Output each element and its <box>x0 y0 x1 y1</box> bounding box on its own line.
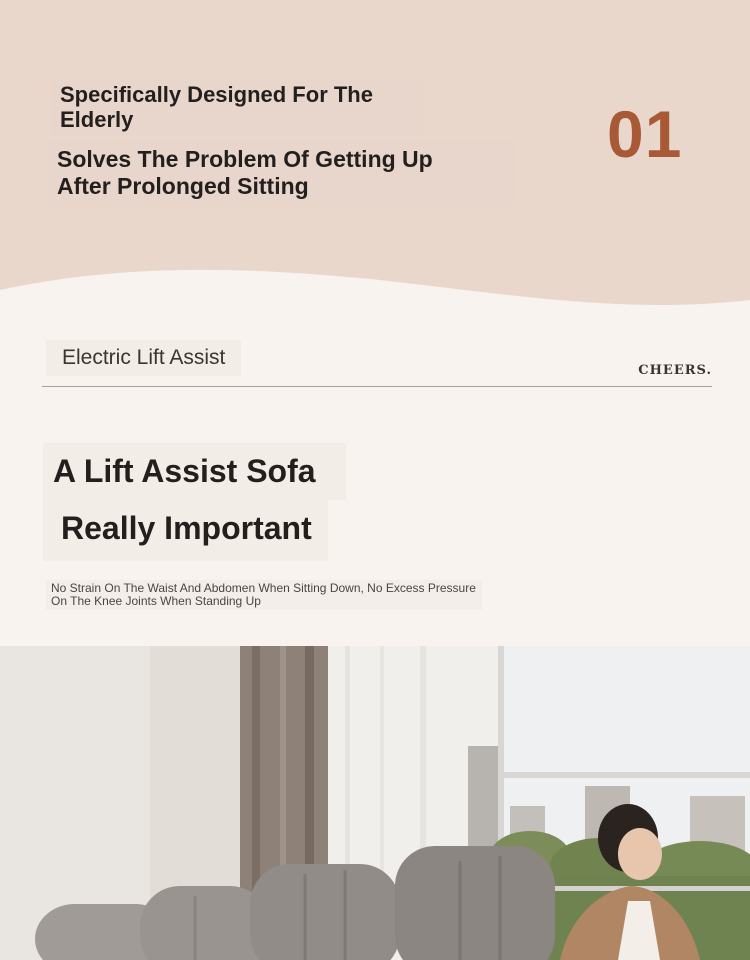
headline-small <box>50 78 425 136</box>
brand-logo: CHEERS. <box>638 363 712 378</box>
headline-line-1: Specifically Designed For The <box>60 82 373 107</box>
description-line-2: On The Knee Joints When Standing Up <box>51 594 261 608</box>
headline-large <box>47 140 515 206</box>
feature-title: Electric Lift Assist <box>46 340 241 376</box>
main-title-line-1: A Lift Assist Sofa <box>43 443 346 500</box>
wave-divider <box>0 262 750 322</box>
description-line-1: No Strain On The Waist And Abdomen When Sitting Down, No Excess Pressure <box>51 581 476 595</box>
product-photo <box>0 646 750 960</box>
main-title-line-2: Really Important <box>43 500 328 561</box>
headline-line-3: Solves The Problem Of Getting Up <box>57 146 433 172</box>
feature-header <box>42 336 712 387</box>
headline-line-2: Elderly <box>60 107 134 132</box>
section-number: 01 <box>607 97 683 171</box>
living-room-scene <box>0 646 750 960</box>
headline-line-4: After Prolonged Sitting <box>57 173 309 199</box>
description <box>46 580 482 610</box>
